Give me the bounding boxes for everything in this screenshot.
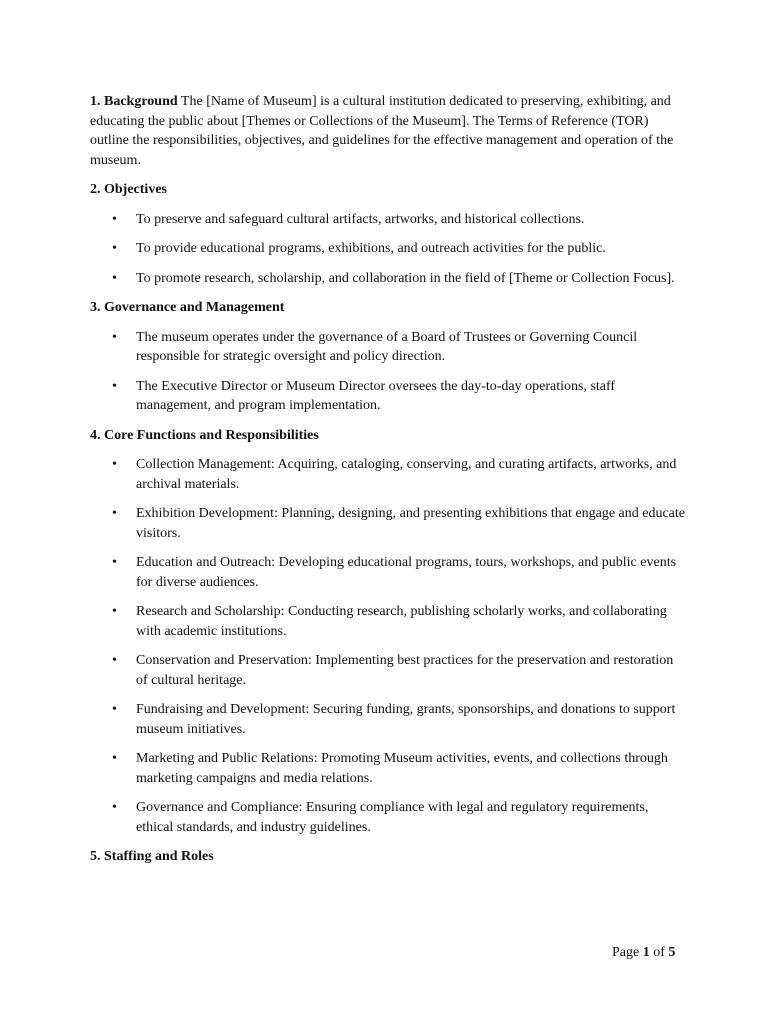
total-page-number: 5 <box>668 945 676 960</box>
bullet-icon: • <box>112 702 117 717</box>
list-item: • Marketing and Public Relations: Promoting Museum activities, events, and collections through marketing campaigns and media relations. <box>112 751 668 786</box>
list-item: • Governance and Compliance: Ensuring compliance with legal and regulatory requirements, ethical standards, and industry guidelines. <box>112 800 649 835</box>
bullet-icon: • <box>112 211 117 227</box>
bullet-icon: • <box>112 604 117 619</box>
bullet-icon: • <box>112 329 117 345</box>
staffing-heading: 5. Staffing and Roles <box>90 849 214 864</box>
governance-list <box>90 328 686 416</box>
bullet-icon: • <box>112 241 117 256</box>
page-word: Page <box>612 945 640 960</box>
background-paragraph <box>90 92 686 170</box>
bullet-icon: • <box>112 555 117 570</box>
bullet-icon: • <box>112 270 117 286</box>
background-heading: 1. Background <box>90 94 178 109</box>
list-item: • Education and Outreach: Developing educational programs, tours, workshops, and public events for diverse audiences. <box>112 555 677 590</box>
bullet-icon: • <box>112 378 117 394</box>
list-item: • The Executive Director or Museum Director oversees the day-to-day operations, staff management, and program implementation. <box>112 378 616 413</box>
bullet-icon: • <box>112 457 117 472</box>
list-item: • The museum operates under the governance of a Board of Trustees or Governing Council responsible for strategic oversight and policy direction. <box>112 329 638 364</box>
governance-heading: 3. Governance and Management <box>90 300 285 315</box>
current-page-number: 1 <box>642 945 650 960</box>
bullet-icon: • <box>112 653 117 668</box>
bullet-icon: • <box>112 506 117 521</box>
document-page <box>90 92 686 877</box>
background-text: The [Name of Museum] is a cultural institution dedicated to preserving, exhibiting, and educating the public about [Themes or Collections of the Museum]. The Terms of Reference (TOR) outline the responsibilities, objectives, and guidelines for the effective management and operation of the museum. <box>90 94 674 168</box>
page-number-footer <box>612 943 675 963</box>
bullet-icon: • <box>112 751 117 766</box>
objectives-heading: 2. Objectives <box>90 182 167 197</box>
list-item: • Research and Scholarship: Conducting research, publishing scholarly works, and collaborating with academic institutions. <box>112 604 667 639</box>
list-item: • Collection Management: Acquiring, cataloging, conserving, and curating artifacts, artworks, and archival materials. <box>112 457 677 492</box>
bullet-icon: • <box>112 800 117 815</box>
list-item: • Conservation and Preservation: Implementing best practices for the preservation and restoration of cultural heritage. <box>112 653 674 688</box>
list-item: • Exhibition Development: Planning, designing, and presenting exhibitions that engage and educate visitors. <box>112 506 685 541</box>
core-functions-heading: 4. Core Functions and Responsibilities <box>90 427 319 443</box>
list-item: • To preserve and safeguard cultural artifacts, artworks, and historical collections. <box>90 210 686 230</box>
list-item: • To promote research, scholarship, and collaboration in the field of [Theme or Collection Focus]. <box>90 269 686 289</box>
list-item: • To provide educational programs, exhibitions, and outreach activities for the public. <box>90 239 686 259</box>
list-item: • Fundraising and Development: Securing funding, grants, sponsorships, and donations to support museum initiatives. <box>112 702 676 737</box>
objectives-list <box>90 210 686 289</box>
core-functions-list <box>90 455 686 837</box>
of-word: of <box>653 945 665 960</box>
